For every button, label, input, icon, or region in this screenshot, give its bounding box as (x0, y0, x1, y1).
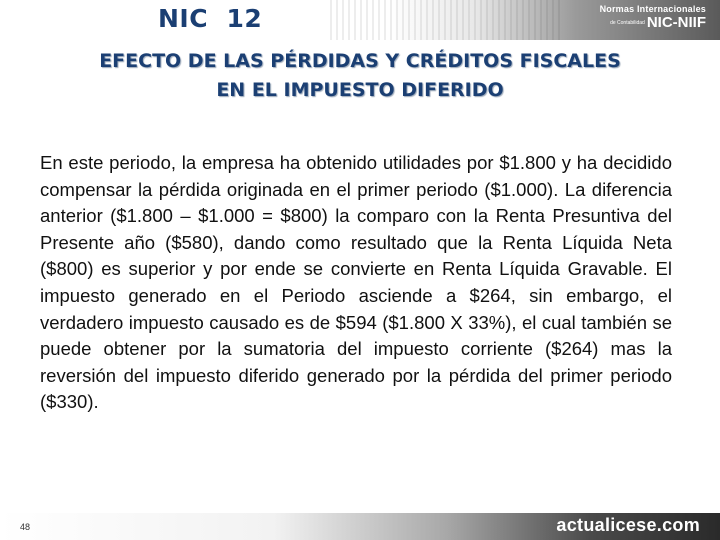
slide-title-line1: EFECTO DE LAS PÉRDIDAS Y CRÉDITOS FISCALES (99, 50, 621, 72)
logo-subtitle: de Contabilidad (610, 20, 645, 26)
logo-line2 (556, 15, 706, 31)
header-title: NIC 12 (158, 4, 263, 33)
nic-niif-logo (556, 4, 706, 36)
footer-brand: actualicese.com (556, 515, 700, 535)
slide-title (0, 47, 720, 105)
body-paragraph: En este periodo, la empresa ha obtenido utilidades por $1.800 y ha decidido compensar la pérdida originada en el primer periodo ($1.000). La diferencia anterior ($1.800 – $1.000 = $800) la comparo con la Renta Presuntiva del Presente año ($580), dando como resultado que la Renta Líquida Neta ($800) es superior y por ende se convierte en Renta Líquida Gravable. El impuesto generado en el Periodo asciende a $264, sin embargo, el verdadero impuesto causado es de $594 ($1.800 X 33%), el cual también se puede obtener por la sumatoria del impuesto corriente ($264) mas la reversión del impuesto diferido generado por la pérdida del primer periodo ($330). (40, 152, 672, 413)
logo-line1: Normas Internacionales (599, 4, 706, 14)
slide-title-line2: EN EL IMPUESTO DIFERIDO (216, 79, 504, 101)
logo-main-text: NIC-NIIF (646, 14, 706, 31)
page-number: 48 (20, 522, 31, 532)
header-stripes (330, 0, 560, 40)
